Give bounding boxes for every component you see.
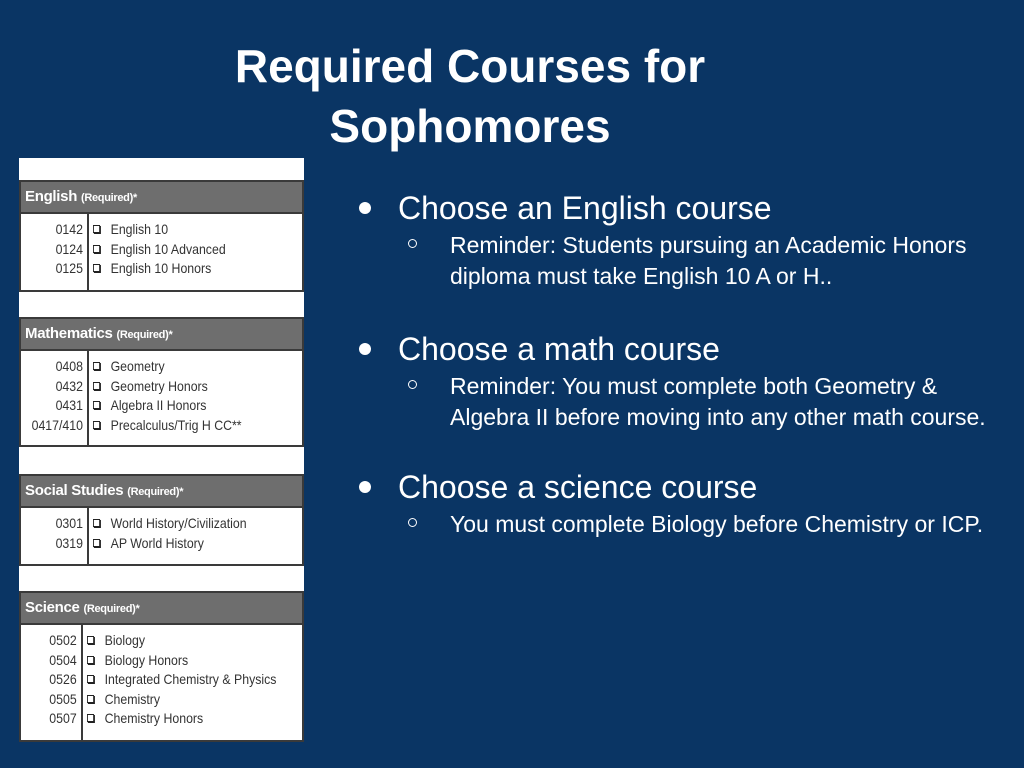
- section-header: [19, 474, 304, 508]
- sub-bullet: [398, 371, 996, 433]
- section-body: [19, 508, 304, 566]
- section-header: [19, 317, 304, 351]
- course-name: English 10: [110, 221, 169, 237]
- sub-bullet: [398, 230, 996, 292]
- course-names-column: [89, 508, 268, 564]
- course-code: 0504: [49, 651, 77, 668]
- checkbox-icon[interactable]: [87, 714, 94, 722]
- course-item: [87, 709, 276, 729]
- course-item: [87, 690, 276, 710]
- course-codes-column: [21, 351, 89, 445]
- course-name: English 10 Honors: [110, 260, 212, 276]
- course-name: English 10 Advanced: [110, 240, 226, 257]
- course-item: [87, 631, 276, 651]
- sub-bullet-text: Reminder: Students pursuing an Academic Honors diploma must take English 10 A or H..: [450, 232, 967, 289]
- section-name: Mathematics: [25, 325, 113, 342]
- course-code: 0301: [55, 515, 83, 531]
- course-code: 0124: [55, 240, 83, 257]
- bullet-dot-icon: [359, 202, 371, 214]
- checkbox-icon[interactable]: [93, 421, 100, 429]
- bullet-dot-icon: [359, 481, 371, 493]
- course-code: 0526: [49, 671, 77, 687]
- section-name: Social Studies: [25, 482, 124, 499]
- checkbox-icon[interactable]: [87, 675, 94, 683]
- section-required-tag: (Required)*: [80, 192, 137, 204]
- bullet-heading: Choose a science course: [398, 469, 758, 505]
- section-mathematics: [19, 317, 304, 447]
- course-selection-panel: [19, 158, 304, 742]
- section-required-tag: (Required)*: [116, 329, 173, 341]
- course-item: [87, 651, 276, 671]
- section-header: [19, 180, 304, 214]
- course-name: Chemistry Honors: [104, 710, 203, 726]
- course-code: 0507: [49, 710, 77, 726]
- course-item: [87, 670, 276, 690]
- section-header: [19, 591, 304, 625]
- course-item: [93, 357, 242, 377]
- course-name: Biology: [104, 632, 145, 648]
- bullet-science: [356, 467, 996, 540]
- course-code: 0417/410: [31, 416, 83, 433]
- course-item: [93, 534, 247, 554]
- course-names-column: [89, 214, 244, 290]
- course-code: 0125: [55, 260, 83, 276]
- checkbox-icon[interactable]: [93, 519, 100, 527]
- course-names-column: [89, 351, 262, 445]
- course-item: [93, 220, 226, 240]
- course-item: [93, 396, 242, 416]
- section-body: [19, 214, 304, 292]
- title-line-2: Sophomores: [329, 100, 611, 152]
- checkbox-icon[interactable]: [93, 264, 100, 272]
- bullet-dot-icon: [359, 343, 371, 355]
- checkbox-icon[interactable]: [93, 362, 100, 370]
- course-name: Geometry Honors: [110, 377, 208, 394]
- checkbox-icon[interactable]: [87, 636, 94, 644]
- course-name: Integrated Chemistry & Physics: [104, 671, 277, 687]
- section-name: Science: [25, 599, 80, 616]
- section-required-tag: (Required)*: [83, 603, 140, 615]
- checkbox-icon[interactable]: [93, 539, 100, 547]
- course-code: 0408: [55, 358, 83, 374]
- course-codes-column: [21, 625, 83, 740]
- instruction-list: [356, 188, 996, 540]
- section-english: [19, 180, 304, 292]
- section-body: [19, 625, 304, 742]
- course-item: [93, 259, 226, 279]
- sub-bullet-ring-icon: [408, 518, 417, 527]
- section-name: English: [25, 188, 78, 205]
- sub-bullet-ring-icon: [408, 239, 417, 248]
- checkbox-icon[interactable]: [87, 695, 94, 703]
- course-code: 0502: [49, 632, 77, 648]
- course-name: Chemistry: [104, 690, 160, 707]
- section-body: [19, 351, 304, 447]
- course-name: World History/Civilization: [110, 515, 247, 531]
- course-code: 0319: [55, 534, 83, 551]
- course-code: 0505: [49, 690, 77, 707]
- course-item: [93, 416, 242, 436]
- course-codes-column: [21, 508, 89, 564]
- course-names-column: [83, 625, 302, 740]
- bullet-math: [356, 329, 996, 433]
- section-required-tag: (Required)*: [127, 486, 184, 498]
- sub-bullet: [398, 509, 996, 540]
- course-item: [93, 377, 242, 397]
- course-item: [93, 240, 226, 260]
- checkbox-icon[interactable]: [87, 656, 94, 664]
- course-codes-column: [21, 214, 89, 290]
- checkbox-icon[interactable]: [93, 382, 100, 390]
- course-item: [93, 514, 247, 534]
- bullet-heading: Choose an English course: [398, 190, 772, 226]
- course-name: Algebra II Honors: [110, 397, 207, 413]
- checkbox-icon[interactable]: [93, 245, 100, 253]
- checkbox-icon[interactable]: [93, 401, 100, 409]
- bullet-english: [356, 188, 996, 292]
- course-name: Biology Honors: [104, 651, 188, 668]
- section-social-studies: [19, 474, 304, 566]
- sub-bullet-ring-icon: [408, 380, 417, 389]
- sub-bullet-text: Reminder: You must complete both Geometry & Algebra II before moving into any other math course.: [450, 373, 986, 430]
- course-name: Geometry: [110, 358, 165, 374]
- slide-title: [170, 36, 770, 156]
- title-line-1: Required Courses for: [234, 40, 706, 92]
- section-science: [19, 591, 304, 742]
- course-code: 0142: [55, 221, 83, 237]
- course-name: AP World History: [110, 534, 204, 551]
- bullet-heading: Choose a math course: [398, 331, 720, 367]
- course-code: 0431: [55, 397, 83, 413]
- checkbox-icon[interactable]: [93, 225, 100, 233]
- sub-bullet-text: You must complete Biology before Chemistry or ICP.: [450, 511, 984, 537]
- course-name: Precalculus/Trig H CC**: [110, 416, 242, 433]
- course-code: 0432: [55, 377, 83, 394]
